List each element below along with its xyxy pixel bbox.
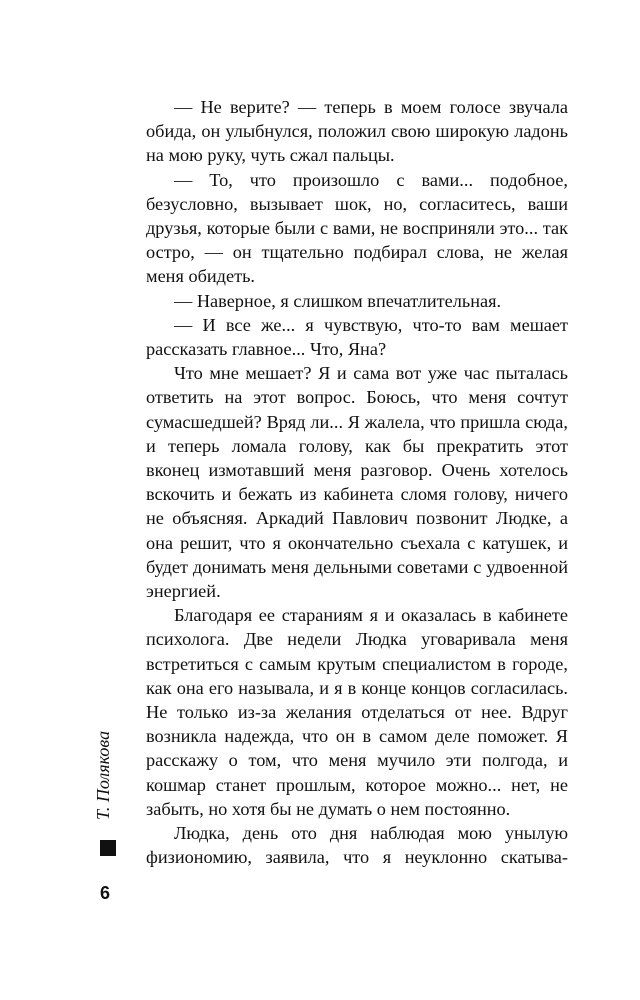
paragraph: — Не верите? — теперь в моем голосе звучала обида, он улыбнулся, положил свою широкую ладонь на мою руку, чуть сжал пальцы. xyxy=(146,97,568,166)
paragraph: Людка, день ото дня наблюдая мою унылую физиономию, заявила, что я неуклонно скатыва- xyxy=(146,823,568,868)
paragraph: Что мне мешает? Я и сама вот уже час пыталась ответить на этот вопрос. Боюсь, что меня сочтут сумасшедшей? Вряд ли... Я жалела, что пришла сюда, и теперь ломала голову, как бы прекратить этот вконец измотавший меня разговор. Очень хотелось вскочить и бежать из кабинета сломя голову, ничего не объясняя. Аркадий Павлович позвонит Людке, а она решит, что я окончательно съехала с катушек, и будет донимать меня дельными советами с удвоенной энергией. xyxy=(146,363,568,602)
body-text xyxy=(146,95,568,870)
page-number: 6 xyxy=(100,883,111,903)
paragraph: — И все же... я чувствую, что-то вам мешает рассказать главное... Что, Яна? xyxy=(146,314,568,360)
paragraph: — То, что произошло с вами... подобное, безусловно, вызывает шок, но, согласитесь, ваши друзья, которые были с вами, не восприняли это... так остро, — он тщательно подбирал слова, не желая меня обидеть. xyxy=(146,169,568,287)
paragraph: Благодаря ее стараниям я и оказалась в кабинете психолога. Две недели Людка уговаривала меня встретиться с самым крутым специалистом в городе, как она его называла, и я в конце концов согласилась. Не только из-за желания отделаться от нее. Вдруг возникла надежда, что он в самом деле поможет. Я расскажу о том, что меня мучило эти полгода, и кошмар станет прошлым, которое можно... нет, не забыть, но хотя бы не думать о нем постоянно. xyxy=(146,605,568,819)
paragraph: — Наверное, я слишком впечатлительная. xyxy=(174,290,502,311)
author-running-head: Т. Полякова xyxy=(93,730,113,820)
square-marker-icon xyxy=(100,840,116,856)
